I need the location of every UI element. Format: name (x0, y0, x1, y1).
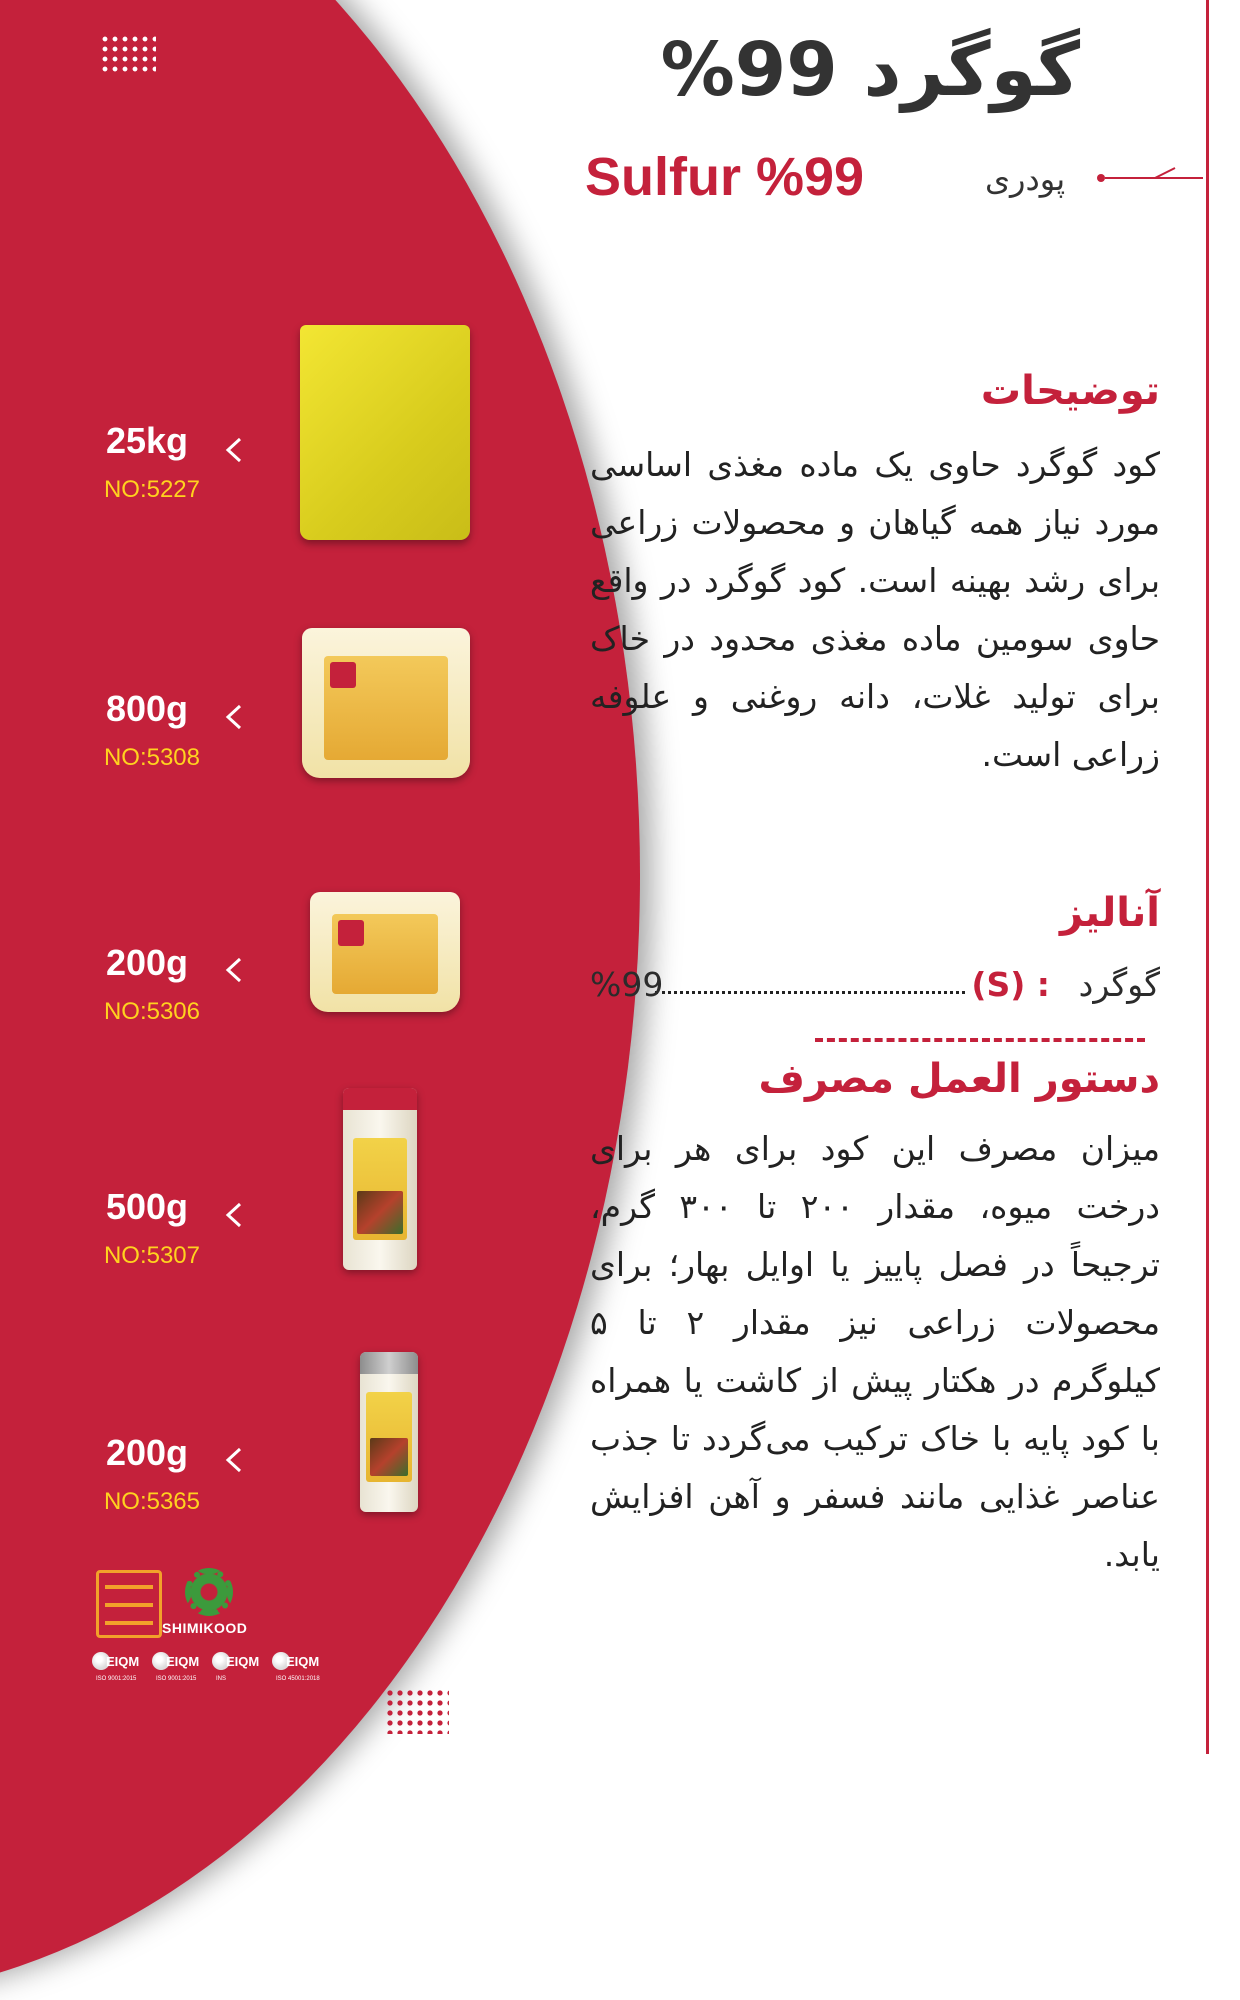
chevron-left-icon (222, 1445, 246, 1475)
product-image-bottle-500g (343, 1088, 417, 1270)
certification-badge: EIQM INS (212, 1648, 268, 1694)
product-image-tub-200g (310, 892, 460, 1012)
product-image-shaker-200g (360, 1352, 418, 1512)
page-title: گوگرد 99% (660, 27, 1080, 113)
pointer-line-icon (1095, 166, 1205, 190)
pack-size-200g: 200g (105, 1432, 188, 1473)
product-number: NO:5365 (103, 1488, 200, 1515)
chevron-left-icon (222, 955, 246, 985)
right-accent-line (1206, 0, 1209, 1754)
product-number: NO:5308 (103, 744, 200, 771)
section-divider (815, 1038, 1145, 1042)
usage-heading: دستور العمل مصرف (758, 1056, 1160, 1102)
certification-badge: EIQM ISO 45001:2018 (272, 1648, 328, 1694)
analysis-item-symbol: (S) : (971, 965, 1050, 1004)
chevron-left-icon (222, 702, 246, 732)
pack-size-800g: 800g (105, 688, 188, 729)
analysis-item-value: %99 (590, 965, 664, 1004)
analysis-heading: آنالیز (1060, 890, 1160, 936)
chevron-left-icon (222, 1200, 246, 1230)
brand-logo-icon (96, 1570, 162, 1638)
certification-badge: EIQM ISO 9001:2015 (92, 1648, 148, 1694)
dot-pattern-bottom (385, 1688, 449, 1734)
description-heading: توضیحات (980, 368, 1160, 414)
product-number: NO:5307 (103, 1242, 200, 1269)
pack-size-25kg: 25kg (105, 420, 188, 461)
dotted-leader (655, 991, 965, 994)
product-number: NO:5227 (103, 476, 200, 503)
chevron-left-icon (222, 435, 246, 465)
dot-pattern-top (100, 34, 156, 76)
description-text: کود گوگرد حاوی یک ماده مغذی اساسی مورد نیاز همه گیاهان و محصولات زراعی برای رشد بهینه است. کود گوگرد در واقع حاوی سومین ماده مغذی محدود در خاک برای تولید غلات، دانه روغنی و علوفه زراعی است. (590, 445, 1160, 774)
form-label: پودری (985, 160, 1066, 198)
product-image-tub-800g (302, 628, 470, 778)
pack-size-200g: 200g (105, 942, 188, 983)
shimikood-gear-logo-icon (185, 1568, 233, 1616)
product-number: NO:5306 (103, 998, 200, 1025)
shimikood-brand-name: SHIMIKOOD (162, 1620, 248, 1636)
english-title: Sulfur %99 (585, 147, 865, 207)
analysis-row (590, 965, 1160, 1005)
pack-size-500g: 500g (105, 1186, 188, 1227)
product-image-bag (300, 325, 470, 540)
certification-badge: EIQM ISO 9001:2015 (152, 1648, 208, 1694)
analysis-item-name: گوگرد (1078, 965, 1160, 1004)
usage-text: میزان مصرف این کود برای هر برای درخت میوه، مقدار ۲۰۰ تا ۳۰۰ گرم، ترجیحاً در فصل پاییز یا اوایل بهار؛ برای محصولات زراعی نیز مقدار ۲ تا ۵ کیلوگرم در هکتار پیش از کاشت یا همراه با کود پایه با خاک ترکیب می‌گردد تا جذب عناصر غذایی مانند فسفر و آهن افزایش یابد. (590, 1129, 1161, 1574)
